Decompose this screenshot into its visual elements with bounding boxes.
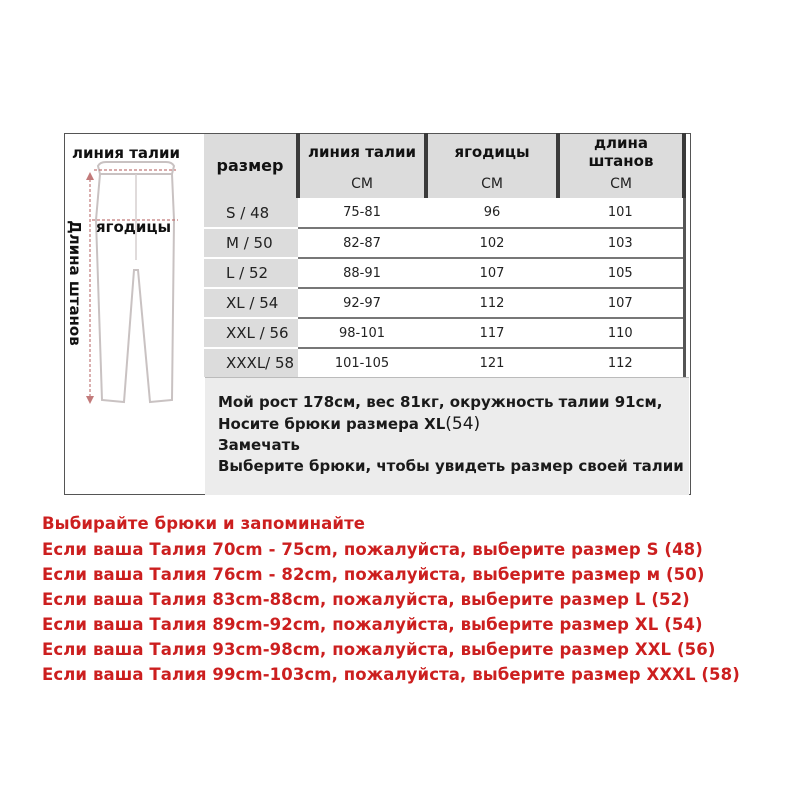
note-line-4: Выберите брюки, чтобы увидеть размер своей талии <box>218 457 684 475</box>
table-row <box>204 258 684 288</box>
length-cell: 112 <box>558 348 684 378</box>
hips-cell: 117 <box>426 318 558 348</box>
size-cell: XXXL/ 58 <box>204 348 298 378</box>
table-row <box>204 198 684 228</box>
size-header: размер <box>204 134 298 199</box>
size-cell: L / 52 <box>204 258 298 288</box>
unit-waist: CM <box>298 170 426 198</box>
size-cell: XL / 54 <box>204 288 298 318</box>
advice-line: Если ваша Талия 70cm - 75cm, пожалуйста, выберите размер S (48) <box>42 540 703 559</box>
hips-cell: 102 <box>426 228 558 258</box>
size-cell: M / 50 <box>204 228 298 258</box>
hips-label: ягодицы <box>96 218 172 236</box>
pants-diagram-icon <box>80 160 190 410</box>
note-line-2 <box>218 414 480 434</box>
length-cell: 103 <box>558 228 684 258</box>
unit-hips: CM <box>426 170 558 198</box>
length-cell: 107 <box>558 288 684 318</box>
hips-cell: 112 <box>426 288 558 318</box>
advice-line: Если ваша Талия 89cm-92cm, пожалуйста, выберите размер XL (54) <box>42 615 703 634</box>
advice-line: Если ваша Талия 83cm-88cm, пожалуйста, выберите размер L (52) <box>42 590 690 609</box>
note-line-2-text: Носите брюки размера XL <box>218 415 446 433</box>
note-line-2-size: (54) <box>445 414 481 434</box>
size-cell: XXL / 56 <box>204 318 298 348</box>
header-waist: линия талии <box>298 134 426 171</box>
hips-cell: 121 <box>426 348 558 378</box>
waist-cell: 92-97 <box>298 288 426 318</box>
table-row <box>204 228 684 258</box>
waist-line-label: линия талии <box>72 144 181 162</box>
header-length: длина штанов <box>558 134 684 171</box>
hips-cell: 107 <box>426 258 558 288</box>
length-cell: 105 <box>558 258 684 288</box>
advice-line: Если ваша Талия 76cm - 82cm, пожалуйста, выберите размер м (50) <box>42 565 705 584</box>
waist-cell: 88-91 <box>298 258 426 288</box>
size-table <box>204 133 686 379</box>
waist-cell: 98-101 <box>298 318 426 348</box>
waist-cell: 82-87 <box>298 228 426 258</box>
waist-cell: 101-105 <box>298 348 426 378</box>
advice-line: Если ваша Талия 99cm-103cm, пожалуйста, выберите размер XXXL (58) <box>42 665 740 684</box>
length-cell: 101 <box>558 198 684 228</box>
table-row <box>204 288 684 318</box>
advice-line: Если ваша Талия 93cm-98cm, пожалуйста, выберите размер XXL (56) <box>42 640 716 659</box>
waist-cell: 75-81 <box>298 198 426 228</box>
note-line-1: Мой рост 178см, вес 81кг, окружность талии 91см, <box>218 393 663 411</box>
header-hips: ягодицы <box>426 134 558 171</box>
table-row <box>204 348 684 378</box>
table-row <box>204 318 684 348</box>
note-line-3: Замечать <box>218 436 300 454</box>
length-cell: 110 <box>558 318 684 348</box>
size-cell: S / 48 <box>204 198 298 228</box>
advice-title: Выбирайте брюки и запоминайте <box>42 514 366 533</box>
pants-length-label: Длина штанов <box>66 220 84 346</box>
unit-length: CM <box>558 170 684 198</box>
hips-cell: 96 <box>426 198 558 228</box>
